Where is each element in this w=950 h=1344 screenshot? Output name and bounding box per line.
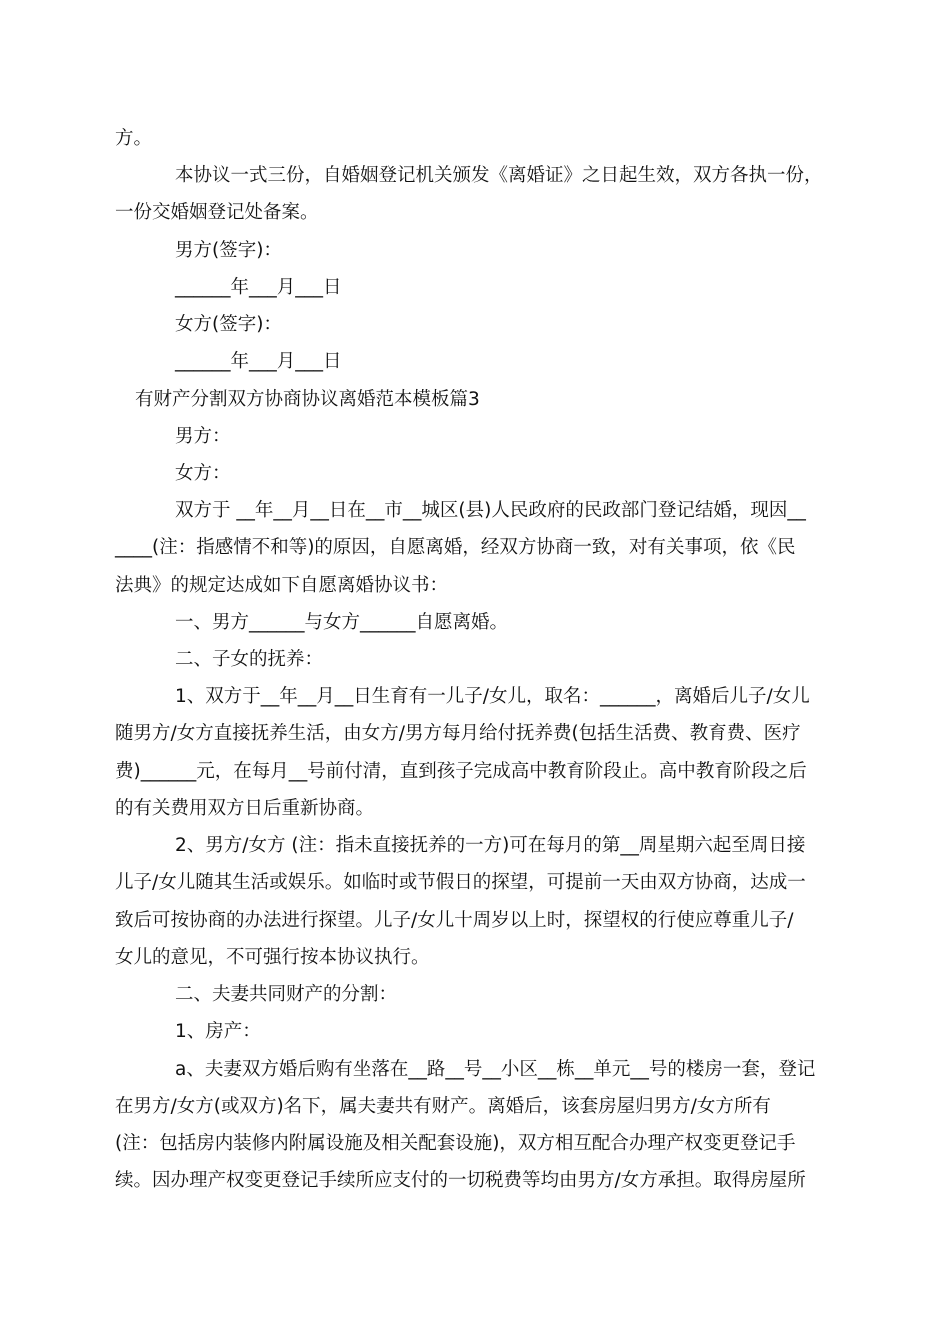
text-line: 致后可按协商的办法进行探望。儿子/女儿十周岁以上时，探望权的行使应尊重儿子/ [115, 910, 794, 931]
text-line: a、夫妻双方婚后购有坐落在__路__号__小区__栋__单元__号的楼房一套，登记 [175, 1059, 816, 1080]
clause-heading: 二、子女的抚养： [175, 649, 324, 670]
section-heading: 有财产分割双方协商协议离婚范本模板篇3 [135, 389, 480, 410]
female-party-label: 女方： [175, 463, 231, 484]
text-line: 费)______元，在每月__号前付清，直到孩子完成高中教育阶段止。高中教育阶段之后 [115, 761, 807, 782]
male-party-label: 男方： [175, 426, 231, 447]
text-line: 2、男方/女方 (注：指未直接抚养的一方)可在每月的第__周星期六起至周日接 [175, 835, 806, 856]
text-line: 女儿的意见，不可强行按本协议执行。 [115, 947, 430, 968]
clause-heading: 一、男方______与女方______自愿离婚。 [175, 612, 509, 633]
text-line: 续。因办理产权变更登记手续所应支付的一切税费等均由男方/女方承担。取得房屋所 [115, 1170, 806, 1191]
text-line: 随男方/女方直接抚养生活，由女方/男方每月给付抚养费(包括生活费、教育费、医疗 [115, 723, 801, 744]
female-signature-label: 女方(签字)： [175, 314, 282, 335]
text-line: 法典》的规定达成如下自愿离婚协议书： [115, 575, 449, 596]
clause-subheading: 1、房产： [175, 1021, 261, 1042]
text-line: 本协议一式三份，自婚姻登记机关颁发《离婚证》之日起生效，双方各执一份， [175, 165, 823, 186]
clause-heading: 二、夫妻共同财产的分割： [175, 984, 398, 1005]
text-line: 方。 [115, 128, 153, 149]
text-line: (注：包括房内装修内附属设施及相关配套设施)，双方相互配合办理产权变更登记手 [115, 1133, 796, 1154]
text-line: 双方于 __年__月__日在__市__城区(县)人民政府的民政部门登记结婚，现因__ [175, 500, 806, 521]
text-line: 儿子/女儿随其生活或娱乐。如临时或节假日的探望，可提前一天由双方协商，达成一 [115, 872, 806, 893]
text-line: 一份交婚姻登记处备案。 [115, 202, 319, 223]
text-line: ____(注：指感情不和等)的原因，自愿离婚，经双方协商一致，对有关事项，依《民 [115, 537, 796, 558]
text-line: 的有关费用双方日后重新协商。 [115, 798, 375, 819]
male-signature-date: ______年___月___日 [175, 277, 342, 298]
male-signature-label: 男方(签字)： [175, 240, 282, 261]
female-signature-date: ______年___月___日 [175, 351, 342, 372]
text-line: 1、双方于__年__月__日生育有一儿子/女儿，取名：______，离婚后儿子/女儿 [175, 686, 810, 707]
text-line: 在男方/女方(或双方)名下，属夫妻共有财产。离婚后，该套房屋归男方/女方所有 [115, 1096, 771, 1117]
